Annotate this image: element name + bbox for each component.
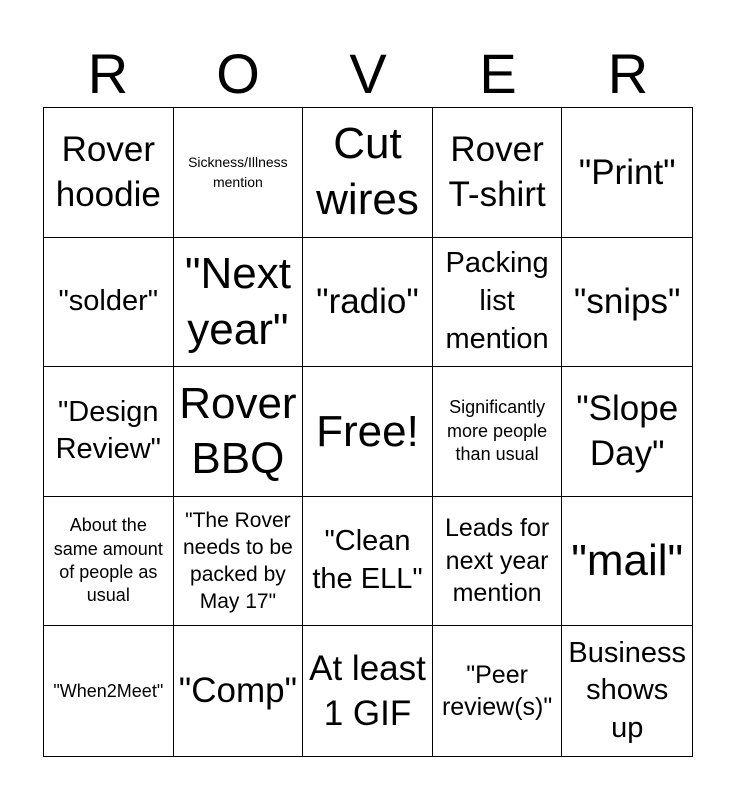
- bingo-cell-text: "Peer review(s)": [441, 660, 553, 722]
- bingo-cell[interactable]: [174, 108, 304, 238]
- bingo-cell-text: Cut wires: [316, 119, 419, 225]
- bingo-cell[interactable]: [174, 497, 304, 627]
- bingo-cell-text: "Design Review": [55, 395, 161, 466]
- bingo-cell-text: Leads for next year mention: [444, 514, 550, 608]
- bingo-cell[interactable]: [433, 367, 563, 497]
- bingo-cell-text: About the same amount of people as usual: [53, 515, 163, 606]
- bingo-cell[interactable]: [433, 238, 563, 368]
- bingo-cell[interactable]: [562, 367, 692, 497]
- bingo-cell-text: "Slope Day": [576, 388, 679, 474]
- bingo-cell[interactable]: [44, 367, 174, 497]
- header-letter: R: [607, 42, 649, 105]
- bingo-cell[interactable]: [562, 108, 692, 238]
- bingo-cell[interactable]: [433, 108, 563, 238]
- bingo-cell-text: Sickness/Illness mention: [188, 154, 288, 191]
- bingo-cell-text: "solder": [58, 285, 159, 318]
- bingo-cell-text: Rover T-shirt: [448, 129, 546, 215]
- header-letter: E: [479, 42, 517, 105]
- bingo-cell-text: Rover hoodie: [55, 129, 161, 215]
- bingo-cell-text: Significantly more people than usual: [447, 397, 548, 465]
- bingo-cell[interactable]: [44, 497, 174, 627]
- bingo-cell[interactable]: [562, 238, 692, 368]
- header-letter: R: [87, 42, 129, 105]
- bingo-cell[interactable]: [562, 497, 692, 627]
- bingo-cell[interactable]: [433, 497, 563, 627]
- bingo-cell-text: "mail": [571, 536, 684, 586]
- bingo-cell[interactable]: [303, 367, 433, 497]
- bingo-cell[interactable]: [44, 108, 174, 238]
- bingo-cell[interactable]: [303, 497, 433, 627]
- bingo-cell-text: "The Rover needs to be packed by May 17": [183, 508, 293, 614]
- bingo-cell[interactable]: [303, 238, 433, 368]
- bingo-cell[interactable]: [562, 626, 692, 756]
- bingo-cell[interactable]: [433, 626, 563, 756]
- bingo-cell[interactable]: [44, 238, 174, 368]
- bingo-cell-text: "snips": [573, 282, 681, 322]
- bingo-cell-text: "Print": [578, 152, 676, 192]
- header-letter: O: [216, 42, 260, 105]
- bingo-cell[interactable]: [174, 626, 304, 756]
- bingo-cell-text: "When2Meet": [53, 680, 164, 701]
- bingo-cell-text: "Clean the ELL": [312, 525, 423, 596]
- bingo-cell-text: "Comp": [178, 671, 297, 711]
- bingo-cell[interactable]: [303, 626, 433, 756]
- bingo-cell-text: Packing list mention: [445, 247, 549, 355]
- bingo-cell[interactable]: [174, 238, 304, 368]
- bingo-cell-text: "Next year": [184, 249, 291, 354]
- bingo-cell[interactable]: [174, 367, 304, 497]
- bingo-header: [43, 38, 693, 110]
- bingo-cell-text: At least 1 GIF: [309, 648, 426, 734]
- bingo-cell-text: "radio": [316, 282, 419, 322]
- bingo-cell-text: Business shows up: [568, 636, 687, 745]
- header-letter: V: [349, 42, 387, 105]
- bingo-cell[interactable]: [44, 626, 174, 756]
- bingo-cell[interactable]: [303, 108, 433, 238]
- bingo-cell-text: Free!: [316, 406, 419, 456]
- bingo-board: [43, 107, 693, 757]
- bingo-cell-text: Rover BBQ: [179, 378, 297, 484]
